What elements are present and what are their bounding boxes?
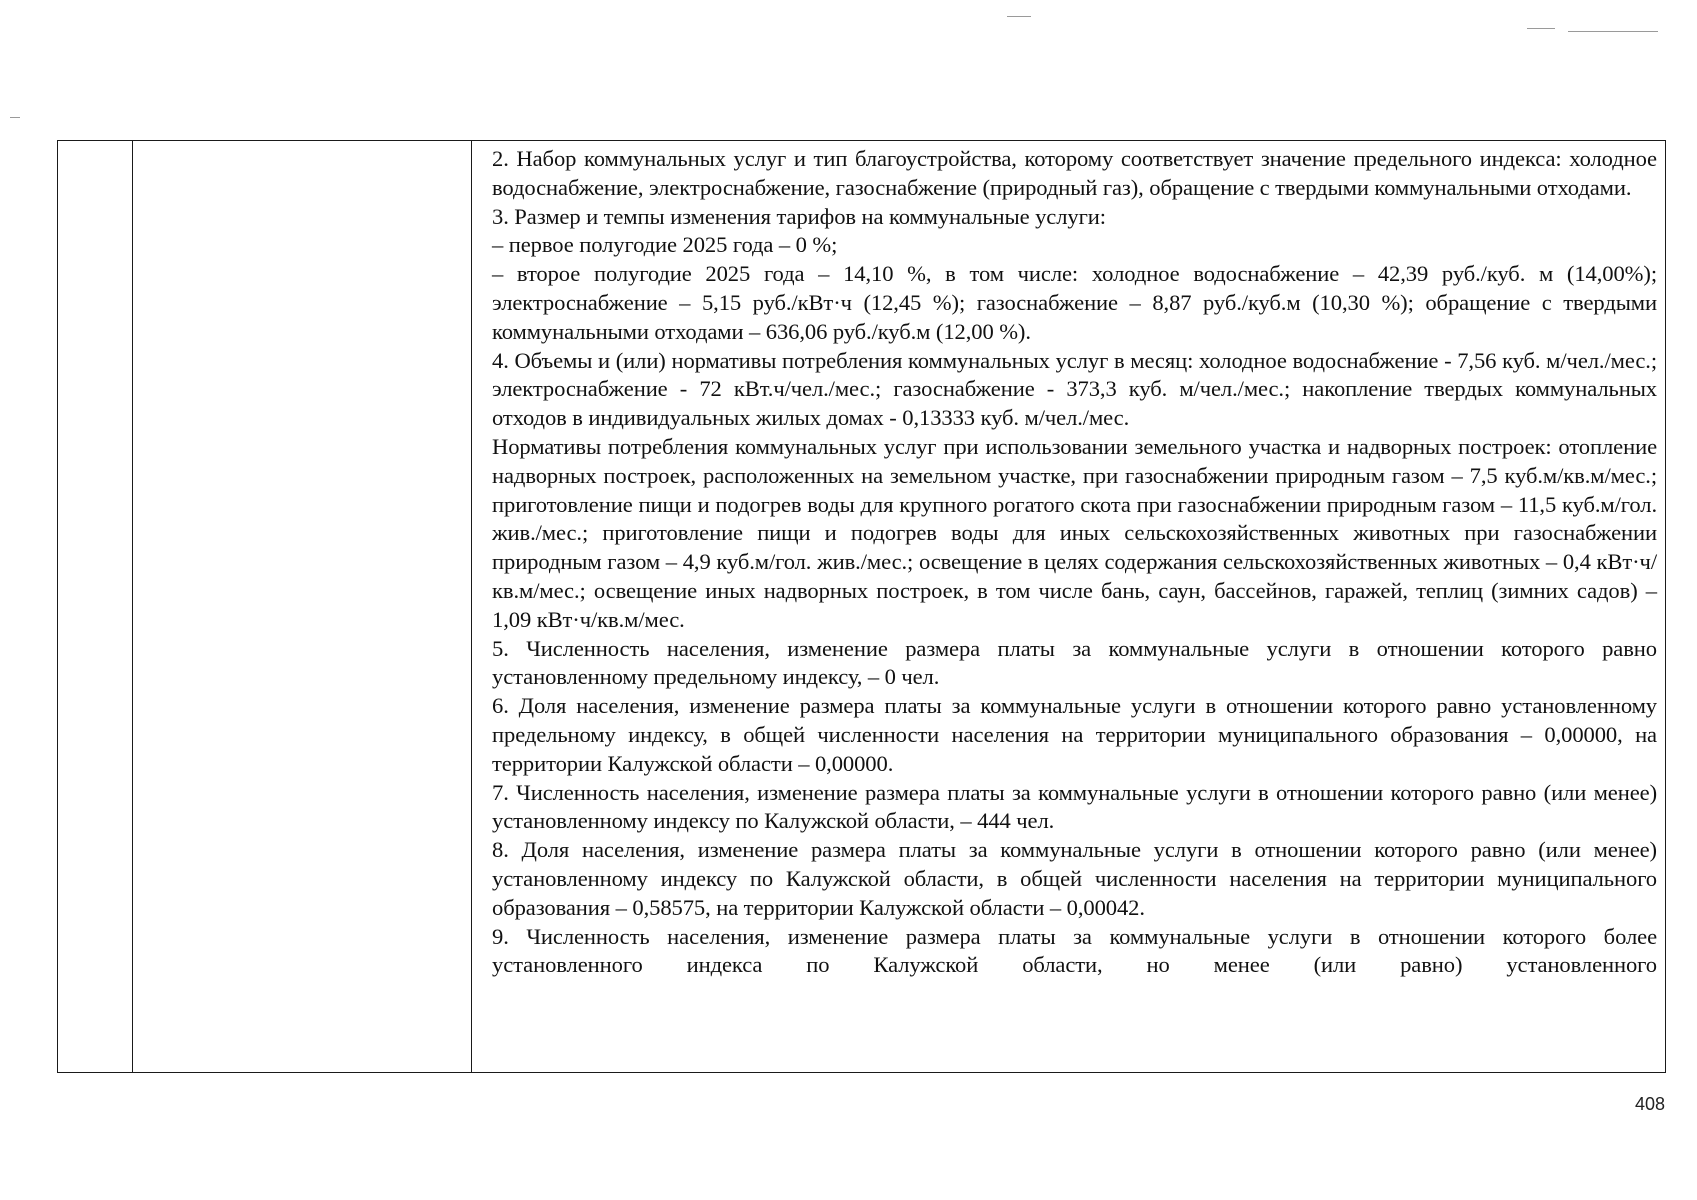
- paragraph-item-6: 6. Доля населения, изменение размера платы за коммунальные услуги в отношении которого равно установленному предельному индексу, в общей численности населения на территории муниципального образования – 0,00000, на территории Калужской области – 0,00000.: [492, 693, 1657, 776]
- paragraph-item-7: 7. Численность населения, изменение размера платы за коммунальные услуги в отношении которого равно (или менее) установленному индексу по Калужской области, – 444 чел.: [492, 779, 1657, 834]
- paragraph-consumption-norms: Нормативы потребления коммунальных услуг при использовании земельного участка и надворных построек: отопление надворных построек, расположенных на земельном участке, при газоснабжении природным газом – 7,5 куб.м/кв.м/мес.; приготовление пищи и подогрев воды для крупного рогатого скота при газоснабжении природным газом – 11,5 куб.м/гол. жив./мес.; приготовление пищи и подогрев воды для иных сельскохозяйственных животных при газоснабжении природным газом – 4,9 куб.м/гол. жив./мес.; освещение в целях содержания сельскохозяйственных животных – 0,4 кВт·ч/кв.м/мес.; освещение иных надворных построек, в том числе бань, саун, бассейнов, гаражей, теплиц (зимних садов) – 1,09 кВт·ч/кв.м/мес.: [492, 433, 1657, 632]
- page-number: 408: [1634, 1094, 1665, 1114]
- table-column-name: [133, 141, 472, 1072]
- scan-artifact: [1007, 16, 1031, 17]
- paragraph-item-9: 9. Численность населения, изменение размера платы за коммунальные услуги в отношении которого более установленного индекса по Калужской области, но менее (или равно) установленного: [492, 923, 1657, 978]
- table-column-number: [58, 141, 133, 1072]
- paragraph-tariff-first-half: – первое полугодие 2025 года – 0 %;: [492, 232, 838, 258]
- paragraph-item-2: 2. Набор коммунальных услуг и тип благоустройства, которому соответствует значение предельного индекса: холодное водоснабжение, электроснабжение, газоснабжение (природный газ), обращение с твердыми коммунальными отходами.: [492, 146, 1657, 200]
- document-table: [57, 140, 1666, 1073]
- paragraph-item-5: 5. Численность населения, изменение размера платы за коммунальные услуги в отношении которого равно установленному предельному индексу, – 0 чел.: [492, 635, 1657, 690]
- scan-artifact: [1527, 28, 1555, 29]
- paragraph-item-3: 3. Размер и темпы изменения тарифов на коммунальные услуги:: [492, 203, 1106, 229]
- scan-artifact: [1568, 31, 1658, 32]
- paragraph-tariff-second-half: – второе полугодие 2025 года – 14,10 %, в том числе: холодное водоснабжение – 42,39 руб./куб. м (14,00%); электроснабжение – 5,15 руб./кВт·ч (12,45 %); газоснабжение – 8,87 руб./куб.м (10,30 %); обращение с твердыми коммунальными отходами – 636,06 руб./куб.м (12,00 %).: [492, 261, 1657, 344]
- scan-artifact: [10, 117, 20, 118]
- table-column-content: [472, 141, 1665, 1072]
- paragraph-item-8: 8. Доля населения, изменение размера платы за коммунальные услуги в отношении которого равно (или менее) установленному индексу по Калужской области, в общей численности населения на территории муниципального образования – 0,58575, на территории Калужской области – 0,00042.: [492, 837, 1657, 920]
- paragraph-item-4: 4. Объемы и (или) нормативы потребления коммунальных услуг в месяц: холодное водоснабжение - 7,56 куб. м/чел./мес.; электроснабжение - 72 кВт.ч/чел./мес.; газоснабжение - 373,3 куб. м/чел./мес.; накопление твердых коммунальных отходов в индивидуальных жилых домах - 0,13333 куб. м/чел./мес.: [492, 347, 1657, 431]
